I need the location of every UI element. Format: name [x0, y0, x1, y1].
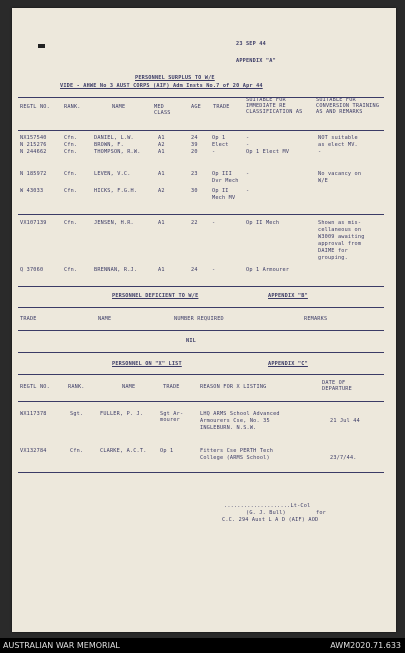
signatory-for: for — [316, 510, 326, 516]
col-trade: TRADE — [213, 104, 230, 110]
rule — [18, 307, 384, 308]
def-col-remarks: REMARKS — [304, 316, 328, 322]
row-med-class: A1 — [158, 135, 165, 141]
row-med-class: A2 — [158, 188, 165, 194]
row-trade: Op 1 — [212, 135, 226, 141]
col-age: AGE — [191, 104, 201, 110]
row-name: DANIEL, L.W. — [94, 135, 134, 141]
row-regtl-no: N 215276 — [20, 142, 47, 148]
surplus-title: PERSONNEL SURPLUS TO W/E — [135, 75, 215, 81]
row-age: 24 — [191, 267, 198, 273]
row-rank: Cfn. — [64, 142, 78, 148]
row-rank: Cfn. — [64, 188, 78, 194]
rule — [18, 286, 384, 287]
rule — [18, 130, 384, 131]
row-immediate: - — [246, 142, 250, 148]
x-row-reason: Fitters Cse PERTH Tech — [200, 448, 274, 454]
row-name: THOMPSON, R.W. — [94, 149, 141, 155]
archive-footer — [0, 638, 405, 653]
row-immediate: - — [246, 188, 250, 194]
surplus-subtitle: VIDE - AHWE No 3 AUST CORPS (AIF) Adm Insts No.7 of 20 Apr 44 — [60, 83, 263, 89]
x-row-rank: Cfn. — [70, 448, 84, 454]
x-col-reason: REASON FOR X LISTING — [200, 384, 267, 390]
def-col-number: NUMBER REQUIRED — [174, 316, 224, 322]
x-row-name: CLARKE, A.C.T. — [100, 448, 147, 454]
signature-line: ....................Lt-Col — [224, 503, 311, 509]
row-immediate: - — [246, 171, 250, 177]
row-name: BRENNAN, R.J. — [94, 267, 138, 273]
rule — [18, 352, 384, 353]
row-med-class: A1 — [158, 171, 165, 177]
document-date: 23 SEP 44 — [236, 41, 266, 47]
x-row-reason: INGLEBURN. N.S.W. — [200, 425, 257, 431]
x-row-reason: College (ARMS School) — [200, 455, 270, 461]
row-trade: Op II — [212, 188, 229, 194]
row-name: LEVEN, V.C. — [94, 171, 131, 177]
rule — [18, 401, 384, 402]
row-remarks: as elect MV. — [318, 142, 358, 148]
archive-name: AUSTRALIAN WAR MEMORIAL — [3, 641, 120, 650]
col-name: NAME — [112, 104, 126, 110]
row-remarks: - — [318, 149, 322, 155]
rule — [18, 214, 384, 215]
x-col-trade: TRADE — [163, 384, 180, 390]
rule — [18, 330, 384, 331]
x-col-name: NAME — [122, 384, 136, 390]
signatory-unit: C.C. 294 Aust L A D (AIF) AOD — [222, 517, 319, 523]
row-name: JENSEN, H.R. — [94, 220, 134, 226]
row-trade: Mech MV — [212, 195, 236, 201]
col-regtl-no: REGTL NO. — [20, 104, 50, 110]
col-suitable-immediate: SUITABLE FOR IMMEDIATE RE CLASSIFICATION AS — [246, 97, 303, 115]
x-row-regtl-no: VX132784 — [20, 448, 47, 454]
row-regtl-no: N 244662 — [20, 149, 47, 155]
row-med-class: A1 — [158, 267, 165, 273]
appendix-a-label: APPENDIX "A" — [236, 58, 276, 64]
row-remarks: No vacancy on — [318, 171, 362, 177]
col-suitable-conversion: SUITABLE FOR CONVERSION TRAINING AS AND REMARKS — [316, 97, 380, 115]
row-age: 22 — [191, 220, 198, 226]
row-name: BROWN, F. — [94, 142, 124, 148]
row-med-class: A2 — [158, 142, 165, 148]
row-rank: Cfn. — [64, 267, 78, 273]
def-col-name: NAME — [98, 316, 112, 322]
x-row-date: 21 Jul 44 — [330, 418, 360, 424]
archive-reference: AWM2020.71.633 — [330, 641, 401, 650]
row-age: 20 — [191, 149, 198, 155]
x-row-trade: Sgt Ar- mourer — [160, 411, 184, 423]
row-remarks: Shown as mis- — [318, 220, 362, 226]
row-rank: Cfn. — [64, 171, 78, 177]
x-col-rank: RANK. — [68, 384, 85, 390]
x-row-rank: Sgt. — [70, 411, 84, 417]
row-regtl-no: Q 37060 — [20, 267, 44, 273]
row-immediate: Op II Mech — [246, 220, 280, 226]
def-col-trade: TRADE — [20, 316, 37, 322]
row-remarks: W3009 awaiting — [318, 234, 365, 240]
row-med-class: A1 — [158, 220, 165, 226]
row-trade: Elect — [212, 142, 229, 148]
nil-text: NIL — [186, 338, 196, 344]
x-col-date: DATE OF DEPARTURE — [322, 380, 352, 392]
row-trade: - — [212, 220, 216, 226]
row-immediate: - — [246, 135, 250, 141]
row-trade: Dvr Mech — [212, 178, 239, 184]
rule — [18, 472, 384, 473]
row-rank: Cfn. — [64, 149, 78, 155]
row-trade: Op III — [212, 171, 232, 177]
row-remarks: W/E — [318, 178, 328, 184]
deficient-title: PERSONNEL DEFICIENT TO W/E — [112, 293, 199, 299]
row-med-class: A1 — [158, 149, 165, 155]
row-regtl-no: W 43033 — [20, 188, 44, 194]
row-immediate: Op 1 Elect MV — [246, 149, 290, 155]
row-immediate: Op 1 Armourer — [246, 267, 290, 273]
row-trade: - — [212, 267, 216, 273]
row-remarks: NOT suitable — [318, 135, 358, 141]
row-age: 24 — [191, 135, 198, 141]
x-row-date: 23/7/44. — [330, 455, 357, 461]
row-age: 23 — [191, 171, 198, 177]
row-name: HICKS, F.G.H. — [94, 188, 138, 194]
row-regtl-no: VX107139 — [20, 220, 47, 226]
row-regtl-no: NX157540 — [20, 135, 47, 141]
row-age: 30 — [191, 188, 198, 194]
punch-hole-mark — [38, 44, 45, 48]
row-regtl-no: N 185972 — [20, 171, 47, 177]
row-rank: Cfn. — [64, 135, 78, 141]
x-list-title: PERSONNEL ON "X" LIST — [112, 361, 182, 367]
row-rank: Cfn. — [64, 220, 78, 226]
row-remarks: approval from — [318, 241, 362, 247]
row-remarks: grouping. — [318, 255, 348, 261]
x-row-reason: Armourers Cse, No. 35 — [200, 418, 270, 424]
col-med-class: MED CLASS — [154, 104, 171, 116]
appendix-c-label: APPENDIX "C" — [268, 361, 308, 367]
x-row-reason: LHQ ARMS School Advanced — [200, 411, 280, 417]
appendix-b-label: APPENDIX "B" — [268, 293, 308, 299]
signatory-name: (G. J. Bull) — [246, 510, 286, 516]
x-row-trade: Op 1 — [160, 448, 174, 454]
row-age: 39 — [191, 142, 198, 148]
x-col-regtl-no: REGTL NO. — [20, 384, 50, 390]
rule — [18, 374, 384, 375]
row-trade: - — [212, 149, 216, 155]
row-remarks: DAIME for — [318, 248, 348, 254]
col-rank: RANK. — [64, 104, 81, 110]
row-remarks: cellaneous on — [318, 227, 362, 233]
x-row-name: FULLER, P. J. — [100, 411, 144, 417]
x-row-regtl-no: WX117378 — [20, 411, 47, 417]
